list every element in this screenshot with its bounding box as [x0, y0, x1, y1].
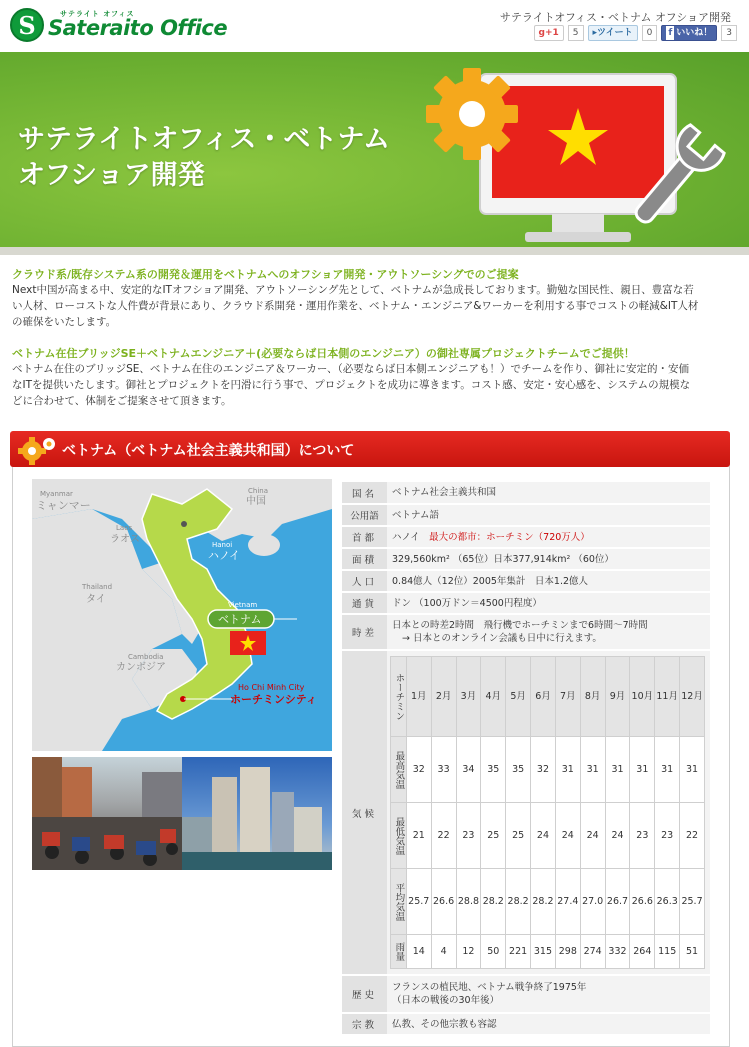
map-label-vietnam: ベトナム [218, 613, 262, 626]
climate-cell: 32 [406, 737, 431, 803]
logo-kana: サテライト オフィス [60, 10, 135, 18]
info-value [387, 650, 710, 975]
map-label-cambodia-en: Cambodia [128, 653, 164, 661]
climate-cell: 25.7 [680, 869, 705, 935]
climate-cell: 31 [555, 737, 580, 803]
climate-cell: 25 [481, 803, 506, 869]
climate-cell: 264 [630, 935, 655, 969]
map-label-laos: ラオス [110, 534, 140, 545]
site-header [0, 0, 749, 52]
month-cell: 1月 [406, 657, 431, 737]
logo-name: Sateraito Office [48, 16, 228, 40]
map-label-myanmar: ミャンマー [36, 499, 91, 512]
climate-cell: 23 [655, 803, 680, 869]
climate-cell: 22 [680, 803, 705, 869]
info-row-history [342, 975, 710, 1013]
info-value: ベトナム語 [387, 504, 710, 526]
climate-table [390, 656, 705, 969]
climate-row-avg [391, 869, 705, 935]
like-count: 3 [721, 25, 737, 41]
time-line-1: 日本との時差2時間 飛行機でホーチミンまで6時間～7時間 [392, 620, 648, 631]
climate-header-row [391, 657, 705, 737]
site-logo[interactable] [10, 8, 227, 42]
month-cell: 5月 [506, 657, 531, 737]
climate-cell: 28.2 [531, 869, 556, 935]
map-label-china: 中国 [246, 496, 266, 507]
climate-cell: 31 [580, 737, 605, 803]
climate-row-high [391, 737, 705, 803]
climate-city-label: ホーチミン [391, 657, 407, 737]
info-value [387, 526, 710, 548]
intro-line-2b: なITを提供いたします。御社とプロジェクトを円滑に行う事で、プロジェクトを成功に導きます。コスト感、安定・安心感を、システムの規模な [12, 379, 691, 391]
info-value [387, 975, 710, 1013]
map-label-hanoi-en: Hanoi [212, 541, 233, 549]
intro-line-1c: の確保をいたします。 [12, 316, 117, 328]
info-value [387, 614, 710, 650]
climate-cell: 27.0 [580, 869, 605, 935]
climate-cell: 12 [456, 935, 481, 969]
climate-cell: 21 [406, 803, 431, 869]
climate-cell: 24 [555, 803, 580, 869]
info-key: 歴史 [342, 975, 387, 1013]
hero-banner [0, 52, 749, 255]
intro-section [12, 267, 736, 409]
country-info-table [342, 482, 710, 1036]
month-cell: 2月 [431, 657, 456, 737]
climate-cell: 51 [680, 935, 705, 969]
facebook-like-button[interactable] [661, 25, 717, 41]
climate-cell: 27.4 [555, 869, 580, 935]
intro-heading-2: ベトナム在住ブリッジSE＋ベトナムエンジニア＋(必要ならば日本側のエンジニア）の御社専属プロジェクトチームでご提供！ [12, 347, 635, 360]
gplus-count: 5 [568, 25, 584, 41]
vietnam-map [32, 479, 332, 751]
info-row-capital [342, 526, 710, 548]
capital-name: ハノイ [392, 531, 420, 543]
info-value: 329,560km² （65位）日本377,914km² （60位） [387, 548, 710, 570]
climate-cell: 274 [580, 935, 605, 969]
climate-cell: 14 [406, 935, 431, 969]
info-row-population [342, 570, 710, 592]
climate-row-label: 最高気温 [391, 737, 407, 803]
climate-cell: 25 [506, 803, 531, 869]
map-label-laos-en: Laos [116, 524, 133, 532]
climate-cell: 31 [630, 737, 655, 803]
intro-line-1b: い人材、ローコストな人件費が背景にあり、クラウド系開発・運用作業を、ベトナム・エンジニア&ワーカーを利用する事でコストの軽減&IT人材 [12, 300, 699, 312]
climate-cell: 26.7 [605, 869, 630, 935]
month-cell: 6月 [531, 657, 556, 737]
logo-text [48, 11, 227, 39]
map-label-thailand: タイ [86, 594, 106, 605]
map-label-thailand-en: Thailand [82, 583, 113, 591]
climate-cell: 315 [531, 935, 556, 969]
info-row-time [342, 614, 710, 650]
climate-cell: 35 [481, 737, 506, 803]
social-buttons [534, 25, 737, 41]
climate-cell: 26.6 [630, 869, 655, 935]
section-title: ベトナム（ベトナム社会主義共和国）について [62, 443, 355, 459]
intro-line-1a: Next中国が高まる中、安定的なITオフショア開発、アウトソーシング先として、ベトナムが急成長しております。勤勉な国民性、親日、豊富な若 [12, 284, 694, 296]
climate-cell: 23 [456, 803, 481, 869]
climate-cell: 23 [630, 803, 655, 869]
facebook-icon: f [668, 28, 673, 38]
climate-cell: 4 [431, 935, 456, 969]
climate-row-low [391, 803, 705, 869]
climate-cell: 31 [605, 737, 630, 803]
climate-cell: 24 [605, 803, 630, 869]
twitter-bird-icon: ▸ [592, 28, 598, 38]
map-label-vietnam-en: Vietnam [228, 601, 258, 609]
climate-row-label: 雨量 [391, 935, 407, 969]
info-row-country [342, 482, 710, 504]
info-key: 宗教 [342, 1013, 387, 1035]
tweet-count: 0 [642, 25, 658, 41]
month-cell: 8月 [580, 657, 605, 737]
climate-cell: 26.6 [431, 869, 456, 935]
header-page-title: サテライトオフィス・ベトナム オフショア開発 [499, 11, 731, 24]
month-cell: 7月 [555, 657, 580, 737]
hero-title [18, 122, 390, 194]
climate-cell: 32 [531, 737, 556, 803]
month-cell: 4月 [481, 657, 506, 737]
climate-cell: 115 [655, 935, 680, 969]
info-key: 首都 [342, 526, 387, 548]
month-cell: 11月 [655, 657, 680, 737]
gplus-button[interactable]: g+1 [534, 25, 564, 41]
gear-icon [426, 68, 518, 160]
map-label-hcmc: ホーチミンシティ [230, 693, 317, 706]
month-cell: 10月 [630, 657, 655, 737]
info-value: ドン （100万ドン＝4500円程度） [387, 592, 710, 614]
info-key: 国名 [342, 482, 387, 504]
city-skyline-photo [182, 757, 332, 870]
info-key: 時差 [342, 614, 387, 650]
info-key: 公用語 [342, 504, 387, 526]
tweet-button[interactable] [588, 25, 638, 41]
climate-row-label: 最低気温 [391, 803, 407, 869]
like-label: いいね！ [676, 28, 713, 38]
hero-illustration [420, 62, 730, 252]
climate-cell: 221 [506, 935, 531, 969]
info-row-religion [342, 1013, 710, 1035]
history-line-2: （日本の戦後の30年後） [392, 995, 500, 1006]
climate-cell: 332 [605, 935, 630, 969]
climate-cell: 28.8 [456, 869, 481, 935]
climate-row-label: 平均気温 [391, 869, 407, 935]
month-cell: 3月 [456, 657, 481, 737]
info-key: 気候 [342, 650, 387, 975]
climate-cell: 25.7 [406, 869, 431, 935]
time-line-2: → 日本とのオンライン会議も日中に行えます。 [402, 633, 602, 644]
climate-cell: 33 [431, 737, 456, 803]
info-key: 通貨 [342, 592, 387, 614]
climate-row-rain [391, 935, 705, 969]
street-photo [32, 757, 182, 870]
info-key: 人口 [342, 570, 387, 592]
largest-city: 最大の都市：ホーチミン（720万人） [429, 531, 590, 543]
map-label-cambodia: カンボジア [116, 662, 166, 673]
info-value: 0.84億人（12位）2005年集計 日本1.2億人 [387, 570, 710, 592]
info-value: ベトナム社会主義共和国 [387, 482, 710, 504]
climate-cell: 50 [481, 935, 506, 969]
info-value: 仏教、その他宗教も容認 [387, 1013, 710, 1035]
info-row-language [342, 504, 710, 526]
climate-cell: 24 [531, 803, 556, 869]
intro-heading-1: クラウド系/既存システム系の開発＆運用をベトナムへのオフショア開発・アウトソーシングでのご提案 [12, 268, 519, 281]
intro-line-2c: どに合わせて、体制をご提案させて頂きます。 [12, 395, 232, 407]
climate-cell: 28.2 [481, 869, 506, 935]
climate-cell: 31 [655, 737, 680, 803]
info-row-currency [342, 592, 710, 614]
climate-cell: 35 [506, 737, 531, 803]
climate-cell: 31 [680, 737, 705, 803]
gears-icon [18, 434, 60, 466]
climate-cell: 26.3 [655, 869, 680, 935]
tweet-label: ツイート [597, 28, 633, 38]
hero-title-line1: サテライトオフィス・ベトナム [18, 124, 391, 155]
info-key: 面積 [342, 548, 387, 570]
intro-line-2a: ベトナム在住のブリッジSE、ベトナム在住のエンジニア＆ワーカー、（必要ならば日本側エンジニアも！）でチームを作り、御社に安定的・安価 [12, 363, 690, 375]
month-cell: 9月 [605, 657, 630, 737]
map-label-myanmar-en: Myanmar [40, 490, 73, 498]
history-line-1: フランスの植民地、ベトナム戦争終了1975年 [392, 982, 587, 993]
climate-cell: 28.2 [506, 869, 531, 935]
climate-cell: 24 [580, 803, 605, 869]
climate-cell: 34 [456, 737, 481, 803]
month-cell: 12月 [680, 657, 705, 737]
info-row-area [342, 548, 710, 570]
vietnam-map-svg [32, 479, 332, 751]
logo-s-icon: S [10, 8, 44, 42]
climate-cell: 22 [431, 803, 456, 869]
hero-bottom-strip [0, 247, 749, 255]
map-label-china-en: China [248, 487, 268, 495]
info-row-climate [342, 650, 710, 975]
climate-cell: 298 [555, 935, 580, 969]
map-label-hanoi: ハノイ [208, 549, 241, 562]
map-label-hcmc-en: Ho Chi Minh City [238, 683, 305, 692]
hero-title-line2: オフショア開発 [18, 160, 205, 191]
